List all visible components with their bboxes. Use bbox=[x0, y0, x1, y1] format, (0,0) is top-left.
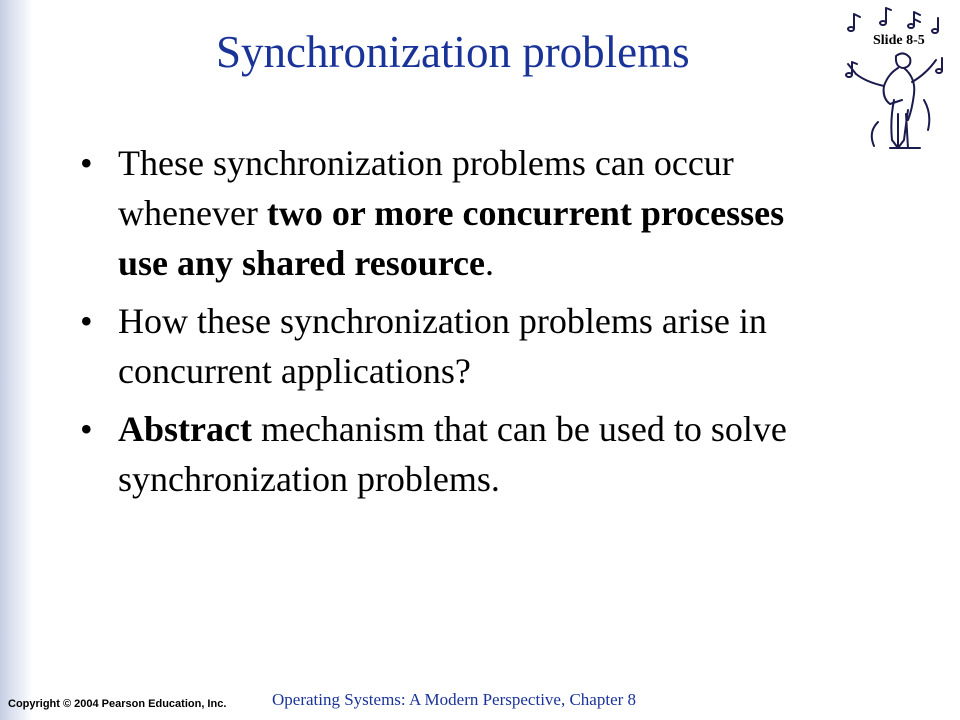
bullet-marker: • bbox=[80, 409, 93, 449]
bullet-item bbox=[80, 138, 840, 288]
slide-title: Synchronization problems bbox=[216, 27, 690, 77]
bullet-text: . bbox=[485, 243, 495, 283]
bullet-marker: • bbox=[80, 301, 93, 341]
bullet-text: These synchronization problems can occur whenever bbox=[118, 143, 734, 233]
bullet-list bbox=[80, 138, 840, 512]
slide-sidebar-gradient bbox=[0, 0, 32, 720]
bullet-text-bold: Abstract bbox=[118, 409, 252, 449]
bullet-text: mechanism that can be used to solve synchronization problems. bbox=[118, 409, 787, 499]
slide-number: Slide 8-5 bbox=[873, 33, 925, 48]
footer-book-title: Operating Systems: A Modern Perspective, Chapter 8 bbox=[272, 690, 637, 709]
bullet-item bbox=[80, 296, 840, 396]
bullet-item bbox=[80, 404, 840, 504]
bullet-text: How these synchronization problems arise in concurrent applications? bbox=[118, 301, 767, 391]
conductor-illustration-icon bbox=[838, 4, 956, 162]
bullet-text-bold: two or more concurrent processes use any shared resource bbox=[118, 193, 785, 283]
copyright-text: Copyright © 2004 Pearson Education, Inc. bbox=[8, 698, 227, 710]
bullet-marker: • bbox=[80, 143, 93, 183]
